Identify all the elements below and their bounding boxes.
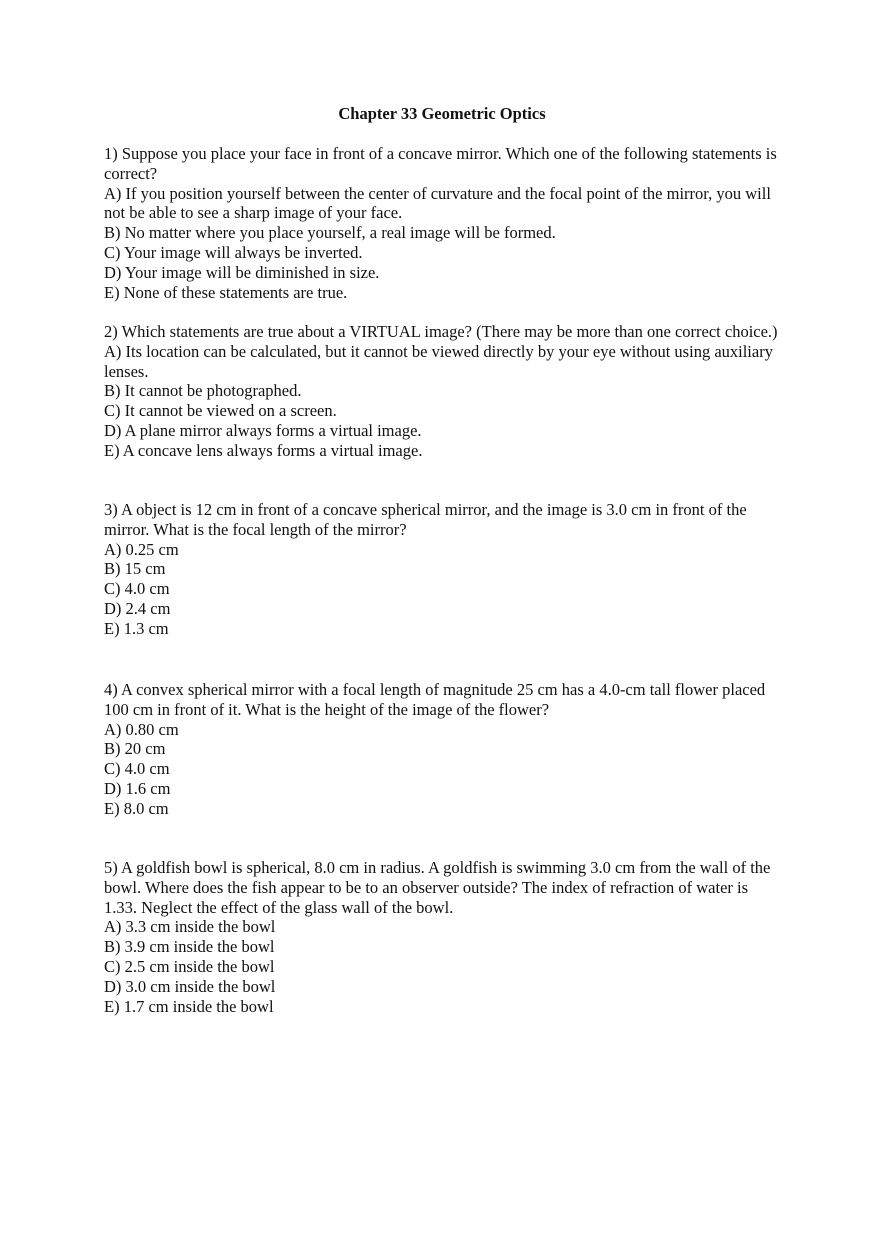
question-5-option-c: C) 2.5 cm inside the bowl xyxy=(104,956,275,976)
question-5-option-e: E) 1.7 cm inside the bowl xyxy=(104,996,274,1016)
question-1-option-a: A) If you position yourself between the center of curvature and the focal point of the mirror, you will not be able to see a sharp image of your face. xyxy=(104,183,771,223)
question-4-option-d: D) 1.6 cm xyxy=(104,778,171,798)
question-3-option-a: A) 0.25 cm xyxy=(104,539,179,559)
question-4 xyxy=(104,680,780,819)
question-5-option-b: B) 3.9 cm inside the bowl xyxy=(104,937,275,957)
question-4-option-c: C) 4.0 cm xyxy=(104,759,170,779)
question-2-option-d: D) A plane mirror always forms a virtual image. xyxy=(104,420,422,440)
page-title: Chapter 33 Geometric Optics xyxy=(338,104,546,123)
question-4-option-b: B) 20 cm xyxy=(104,739,166,759)
question-2-option-b: B) It cannot be photographed. xyxy=(104,381,302,401)
question-3 xyxy=(104,500,780,639)
question-2-option-a: A) Its location can be calculated, but it cannot be viewed directly by your eye without using auxiliary lenses. xyxy=(104,341,773,381)
question-1-option-c: C) Your image will always be inverted. xyxy=(104,242,363,262)
question-3-option-b: B) 15 cm xyxy=(104,559,166,579)
question-5-option-d: D) 3.0 cm inside the bowl xyxy=(104,976,276,996)
question-5-option-a: A) 3.3 cm inside the bowl xyxy=(104,917,276,937)
question-1 xyxy=(104,144,780,302)
question-4-text: 4) A convex spherical mirror with a focal length of magnitude 25 cm has a 4.0-cm tall flower placed 100 cm in front of it. What is the height of the image of the flower? xyxy=(104,680,766,719)
question-4-option-e: E) 8.0 cm xyxy=(104,798,169,818)
question-1-option-d: D) Your image will be diminished in size. xyxy=(104,262,380,282)
question-1-option-e: E) None of these statements are true. xyxy=(104,282,348,302)
question-3-option-c: C) 4.0 cm xyxy=(104,579,170,599)
question-1-text: 1) Suppose you place your face in front of a concave mirror. Which one of the following statements is correct? xyxy=(104,144,777,183)
question-2-option-e: E) A concave lens always forms a virtual image. xyxy=(104,440,423,460)
question-3-text: 3) A object is 12 cm in front of a concave spherical mirror, and the image is 3.0 cm in front of the mirror. What is the focal length of the mirror? xyxy=(104,500,747,539)
question-3-option-d: D) 2.4 cm xyxy=(104,598,171,618)
question-1-option-b: B) No matter where you place yourself, a real image will be formed. xyxy=(104,223,556,243)
question-3-option-e: E) 1.3 cm xyxy=(104,618,169,638)
question-2-text: 2) Which statements are true about a VIRTUAL image? (There may be more than one correct choice.) xyxy=(104,322,778,341)
question-2-option-c: C) It cannot be viewed on a screen. xyxy=(104,401,337,421)
question-4-option-a: A) 0.80 cm xyxy=(104,719,179,739)
question-2 xyxy=(104,322,780,461)
question-5 xyxy=(104,858,780,1016)
question-5-text: 5) A goldfish bowl is spherical, 8.0 cm in radius. A goldfish is swimming 3.0 cm from the wall of the bowl. Where does the fish appear to be to an observer outside? The index of refraction of water is 1.33. Neglect the effect of the glass wall of the bowl. xyxy=(104,858,771,917)
